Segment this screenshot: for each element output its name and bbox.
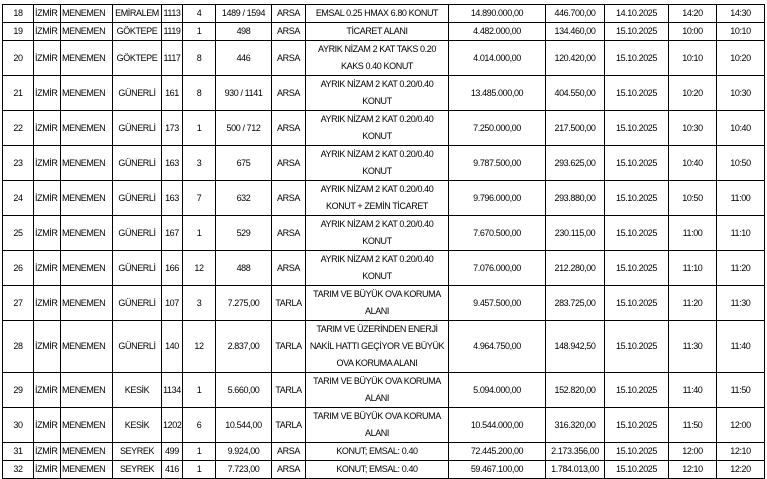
zoning-cell: KONUT; EMSAL: 0.40 — [306, 461, 449, 479]
neighborhood-cell: GÜNERLİ — [113, 321, 162, 373]
appraised-price-cell: 7.670.500,00 — [449, 216, 546, 251]
auction-date-cell: 15.10.2025 — [605, 181, 669, 216]
neighborhood-cell: GÜNERLİ — [113, 146, 162, 181]
row-number-cell: 19 — [3, 23, 34, 41]
auction-table — [2, 4, 765, 479]
start-time-cell: 11:10 — [669, 251, 717, 286]
deposit-cell: 134.460,00 — [546, 23, 605, 41]
end-time-cell: 10:10 — [717, 23, 765, 41]
neighborhood-cell: GÖKTEPE — [113, 23, 162, 41]
table-row — [3, 443, 765, 461]
block-number-cell: 140 — [162, 321, 183, 373]
parcel-number-cell: 1 — [183, 111, 216, 146]
table-body — [3, 5, 765, 479]
auction-date-cell: 15.10.2025 — [605, 146, 669, 181]
table-row — [3, 76, 765, 111]
area-cell: 1489 / 1594 — [216, 5, 272, 23]
parcel-number-cell: 1 — [183, 443, 216, 461]
neighborhood-cell: SEYREK — [113, 443, 162, 461]
zoning-cell: TARIM VE BÜYÜK OVA KORUMA ALANI — [306, 373, 449, 408]
start-time-cell: 11:40 — [669, 373, 717, 408]
property-type-cell: TARLA — [272, 286, 306, 321]
deposit-cell: 316.320,00 — [546, 408, 605, 443]
area-cell: 5.660,00 — [216, 373, 272, 408]
zoning-cell: AYRIK NİZAM 2 KAT 0.20/0.40 KONUT — [306, 216, 449, 251]
table-row — [3, 408, 765, 443]
start-time-cell: 10:00 — [669, 23, 717, 41]
row-number-cell: 32 — [3, 461, 34, 479]
parcel-number-cell: 4 — [183, 5, 216, 23]
block-number-cell: 167 — [162, 216, 183, 251]
area-cell: 488 — [216, 251, 272, 286]
parcel-number-cell: 12 — [183, 321, 216, 373]
start-time-cell: 14:20 — [669, 5, 717, 23]
area-cell: 632 — [216, 181, 272, 216]
area-cell: 9.924,00 — [216, 443, 272, 461]
district-cell: MENEMEN — [61, 111, 113, 146]
zoning-cell: KONUT; EMSAL: 0.40 — [306, 443, 449, 461]
deposit-cell: 212.280,00 — [546, 251, 605, 286]
table-row — [3, 461, 765, 479]
neighborhood-cell: GÜNERLİ — [113, 251, 162, 286]
auction-table-container — [2, 4, 765, 479]
district-cell: MENEMEN — [61, 216, 113, 251]
table-row — [3, 146, 765, 181]
block-number-cell: 1117 — [162, 41, 183, 76]
appraised-price-cell: 14.890.000,00 — [449, 5, 546, 23]
district-cell: MENEMEN — [61, 5, 113, 23]
start-time-cell: 11:00 — [669, 216, 717, 251]
province-cell: İZMİR — [34, 461, 61, 479]
start-time-cell: 10:20 — [669, 76, 717, 111]
parcel-number-cell: 6 — [183, 408, 216, 443]
appraised-price-cell: 72.445.200,00 — [449, 443, 546, 461]
property-type-cell: ARSA — [272, 251, 306, 286]
deposit-cell: 293.625,00 — [546, 146, 605, 181]
province-cell: İZMİR — [34, 41, 61, 76]
area-cell: 500 / 712 — [216, 111, 272, 146]
auction-date-cell: 15.10.2025 — [605, 216, 669, 251]
auction-date-cell: 15.10.2025 — [605, 461, 669, 479]
property-type-cell: ARSA — [272, 76, 306, 111]
neighborhood-cell: GÜNERLİ — [113, 111, 162, 146]
table-row — [3, 286, 765, 321]
start-time-cell: 10:40 — [669, 146, 717, 181]
appraised-price-cell: 9.796.000,00 — [449, 181, 546, 216]
area-cell: 446 — [216, 41, 272, 76]
deposit-cell: 404.550,00 — [546, 76, 605, 111]
zoning-cell: AYRIK NİZAM 2 KAT 0.20/0.40 KONUT — [306, 111, 449, 146]
start-time-cell: 10:50 — [669, 181, 717, 216]
row-number-cell: 28 — [3, 321, 34, 373]
start-time-cell: 11:50 — [669, 408, 717, 443]
end-time-cell: 11:40 — [717, 321, 765, 373]
block-number-cell: 499 — [162, 443, 183, 461]
table-row — [3, 5, 765, 23]
start-time-cell: 11:30 — [669, 321, 717, 373]
district-cell: MENEMEN — [61, 408, 113, 443]
province-cell: İZMİR — [34, 408, 61, 443]
row-number-cell: 18 — [3, 5, 34, 23]
block-number-cell: 1202 — [162, 408, 183, 443]
end-time-cell: 10:20 — [717, 41, 765, 76]
end-time-cell: 11:00 — [717, 181, 765, 216]
district-cell: MENEMEN — [61, 373, 113, 408]
end-time-cell: 10:40 — [717, 111, 765, 146]
area-cell: 498 — [216, 23, 272, 41]
row-number-cell: 30 — [3, 408, 34, 443]
property-type-cell: ARSA — [272, 23, 306, 41]
deposit-cell: 120.420,00 — [546, 41, 605, 76]
deposit-cell: 283.725,00 — [546, 286, 605, 321]
row-number-cell: 31 — [3, 443, 34, 461]
auction-date-cell: 15.10.2025 — [605, 76, 669, 111]
block-number-cell: 173 — [162, 111, 183, 146]
area-cell: 675 — [216, 146, 272, 181]
zoning-cell: AYRIK NİZAM 2 KAT 0.20/0.40 KONUT — [306, 251, 449, 286]
appraised-price-cell: 9.457.500,00 — [449, 286, 546, 321]
block-number-cell: 166 — [162, 251, 183, 286]
block-number-cell: 163 — [162, 181, 183, 216]
district-cell: MENEMEN — [61, 321, 113, 373]
province-cell: İZMİR — [34, 181, 61, 216]
province-cell: İZMİR — [34, 373, 61, 408]
start-time-cell: 10:10 — [669, 41, 717, 76]
parcel-number-cell: 8 — [183, 41, 216, 76]
area-cell: 10.544,00 — [216, 408, 272, 443]
appraised-price-cell: 9.787.500,00 — [449, 146, 546, 181]
district-cell: MENEMEN — [61, 181, 113, 216]
start-time-cell: 12:10 — [669, 461, 717, 479]
district-cell: MENEMEN — [61, 146, 113, 181]
parcel-number-cell: 12 — [183, 251, 216, 286]
property-type-cell: TARLA — [272, 373, 306, 408]
property-type-cell: TARLA — [272, 321, 306, 373]
auction-date-cell: 15.10.2025 — [605, 251, 669, 286]
province-cell: İZMİR — [34, 76, 61, 111]
auction-date-cell: 15.10.2025 — [605, 373, 669, 408]
zoning-cell: AYRIK NİZAM 2 KAT TAKS 0.20 KAKS 0.40 KONUT — [306, 41, 449, 76]
block-number-cell: 161 — [162, 76, 183, 111]
appraised-price-cell: 4.014.000,00 — [449, 41, 546, 76]
district-cell: MENEMEN — [61, 251, 113, 286]
deposit-cell: 217.500,00 — [546, 111, 605, 146]
block-number-cell: 1113 — [162, 5, 183, 23]
neighborhood-cell: SEYREK — [113, 461, 162, 479]
block-number-cell: 107 — [162, 286, 183, 321]
deposit-cell: 152.820,00 — [546, 373, 605, 408]
zoning-cell: EMSAL 0.25 HMAX 6.80 KONUT — [306, 5, 449, 23]
parcel-number-cell: 3 — [183, 286, 216, 321]
row-number-cell: 24 — [3, 181, 34, 216]
deposit-cell: 446.700,00 — [546, 5, 605, 23]
appraised-price-cell: 13.485.000,00 — [449, 76, 546, 111]
row-number-cell: 20 — [3, 41, 34, 76]
property-type-cell: ARSA — [272, 146, 306, 181]
row-number-cell: 21 — [3, 76, 34, 111]
neighborhood-cell: KESİK — [113, 408, 162, 443]
property-type-cell: ARSA — [272, 443, 306, 461]
neighborhood-cell: KESİK — [113, 373, 162, 408]
district-cell: MENEMEN — [61, 443, 113, 461]
property-type-cell: ARSA — [272, 181, 306, 216]
zoning-cell: AYRIK NİZAM 2 KAT 0.20/0.40 KONUT — [306, 76, 449, 111]
table-row — [3, 251, 765, 286]
province-cell: İZMİR — [34, 216, 61, 251]
parcel-number-cell: 1 — [183, 216, 216, 251]
property-type-cell: ARSA — [272, 41, 306, 76]
row-number-cell: 22 — [3, 111, 34, 146]
province-cell: İZMİR — [34, 286, 61, 321]
appraised-price-cell: 7.250.000,00 — [449, 111, 546, 146]
appraised-price-cell: 10.544.000,00 — [449, 408, 546, 443]
zoning-cell: TARIM VE ÜZERİNDEN ENERJİ NAKİL HATTI GEÇİYOR VE BÜYÜK OVA KORUMA ALANI — [306, 321, 449, 373]
deposit-cell: 1.784.013,00 — [546, 461, 605, 479]
province-cell: İZMİR — [34, 5, 61, 23]
block-number-cell: 1134 — [162, 373, 183, 408]
area-cell: 529 — [216, 216, 272, 251]
end-time-cell: 12:10 — [717, 443, 765, 461]
appraised-price-cell: 7.076.000,00 — [449, 251, 546, 286]
table-row — [3, 23, 765, 41]
property-type-cell: ARSA — [272, 5, 306, 23]
start-time-cell: 10:30 — [669, 111, 717, 146]
deposit-cell: 148.942,50 — [546, 321, 605, 373]
deposit-cell: 2.173.356,00 — [546, 443, 605, 461]
appraised-price-cell: 5.094.000,00 — [449, 373, 546, 408]
zoning-cell: TİCARET ALANI — [306, 23, 449, 41]
parcel-number-cell: 3 — [183, 146, 216, 181]
appraised-price-cell: 4.964.750,00 — [449, 321, 546, 373]
district-cell: MENEMEN — [61, 23, 113, 41]
deposit-cell: 230.115,00 — [546, 216, 605, 251]
property-type-cell: ARSA — [272, 111, 306, 146]
row-number-cell: 27 — [3, 286, 34, 321]
auction-date-cell: 15.10.2025 — [605, 23, 669, 41]
table-row — [3, 181, 765, 216]
province-cell: İZMİR — [34, 111, 61, 146]
area-cell: 7.723,00 — [216, 461, 272, 479]
end-time-cell: 11:50 — [717, 373, 765, 408]
district-cell: MENEMEN — [61, 41, 113, 76]
start-time-cell: 12:00 — [669, 443, 717, 461]
district-cell: MENEMEN — [61, 286, 113, 321]
table-row — [3, 41, 765, 76]
block-number-cell: 416 — [162, 461, 183, 479]
zoning-cell: AYRIK NİZAM 2 KAT 0.20/0.40 KONUT + ZEMİN TİCARET — [306, 181, 449, 216]
start-time-cell: 11:20 — [669, 286, 717, 321]
zoning-cell: TARIM VE BÜYÜK OVA KORUMA ALANI — [306, 286, 449, 321]
parcel-number-cell: 1 — [183, 461, 216, 479]
province-cell: İZMİR — [34, 23, 61, 41]
district-cell: MENEMEN — [61, 461, 113, 479]
row-number-cell: 23 — [3, 146, 34, 181]
property-type-cell: TARLA — [272, 408, 306, 443]
neighborhood-cell: GÜNERLİ — [113, 286, 162, 321]
neighborhood-cell: GÜNERLİ — [113, 181, 162, 216]
auction-date-cell: 15.10.2025 — [605, 41, 669, 76]
table-row — [3, 216, 765, 251]
zoning-cell: TARIM VE BÜYÜK OVA KORUMA ALANI — [306, 408, 449, 443]
neighborhood-cell: EMİRALEM — [113, 5, 162, 23]
province-cell: İZMİR — [34, 443, 61, 461]
end-time-cell: 14:30 — [717, 5, 765, 23]
auction-date-cell: 15.10.2025 — [605, 408, 669, 443]
auction-date-cell: 15.10.2025 — [605, 111, 669, 146]
neighborhood-cell: GÜNERLİ — [113, 216, 162, 251]
end-time-cell: 10:30 — [717, 76, 765, 111]
area-cell: 930 / 1141 — [216, 76, 272, 111]
property-type-cell: ARSA — [272, 461, 306, 479]
table-row — [3, 111, 765, 146]
end-time-cell: 12:20 — [717, 461, 765, 479]
end-time-cell: 11:10 — [717, 216, 765, 251]
province-cell: İZMİR — [34, 321, 61, 373]
table-row — [3, 373, 765, 408]
block-number-cell: 163 — [162, 146, 183, 181]
area-cell: 2.837,00 — [216, 321, 272, 373]
property-type-cell: ARSA — [272, 216, 306, 251]
auction-date-cell: 15.10.2025 — [605, 321, 669, 373]
deposit-cell: 293.880,00 — [546, 181, 605, 216]
auction-date-cell: 15.10.2025 — [605, 443, 669, 461]
appraised-price-cell: 4.482.000,00 — [449, 23, 546, 41]
block-number-cell: 1119 — [162, 23, 183, 41]
auction-date-cell: 15.10.2025 — [605, 286, 669, 321]
parcel-number-cell: 8 — [183, 76, 216, 111]
row-number-cell: 25 — [3, 216, 34, 251]
table-row — [3, 321, 765, 373]
parcel-number-cell: 1 — [183, 23, 216, 41]
end-time-cell: 11:30 — [717, 286, 765, 321]
row-number-cell: 29 — [3, 373, 34, 408]
auction-date-cell: 14.10.2025 — [605, 5, 669, 23]
row-number-cell: 26 — [3, 251, 34, 286]
end-time-cell: 11:20 — [717, 251, 765, 286]
neighborhood-cell: GÜNERLİ — [113, 76, 162, 111]
neighborhood-cell: GÖKTEPE — [113, 41, 162, 76]
province-cell: İZMİR — [34, 146, 61, 181]
zoning-cell: AYRIK NİZAM 2 KAT 0.20/0.40 KONUT — [306, 146, 449, 181]
district-cell: MENEMEN — [61, 76, 113, 111]
parcel-number-cell: 1 — [183, 373, 216, 408]
area-cell: 7.275,00 — [216, 286, 272, 321]
appraised-price-cell: 59.467.100,00 — [449, 461, 546, 479]
end-time-cell: 12:00 — [717, 408, 765, 443]
province-cell: İZMİR — [34, 251, 61, 286]
parcel-number-cell: 7 — [183, 181, 216, 216]
end-time-cell: 10:50 — [717, 146, 765, 181]
